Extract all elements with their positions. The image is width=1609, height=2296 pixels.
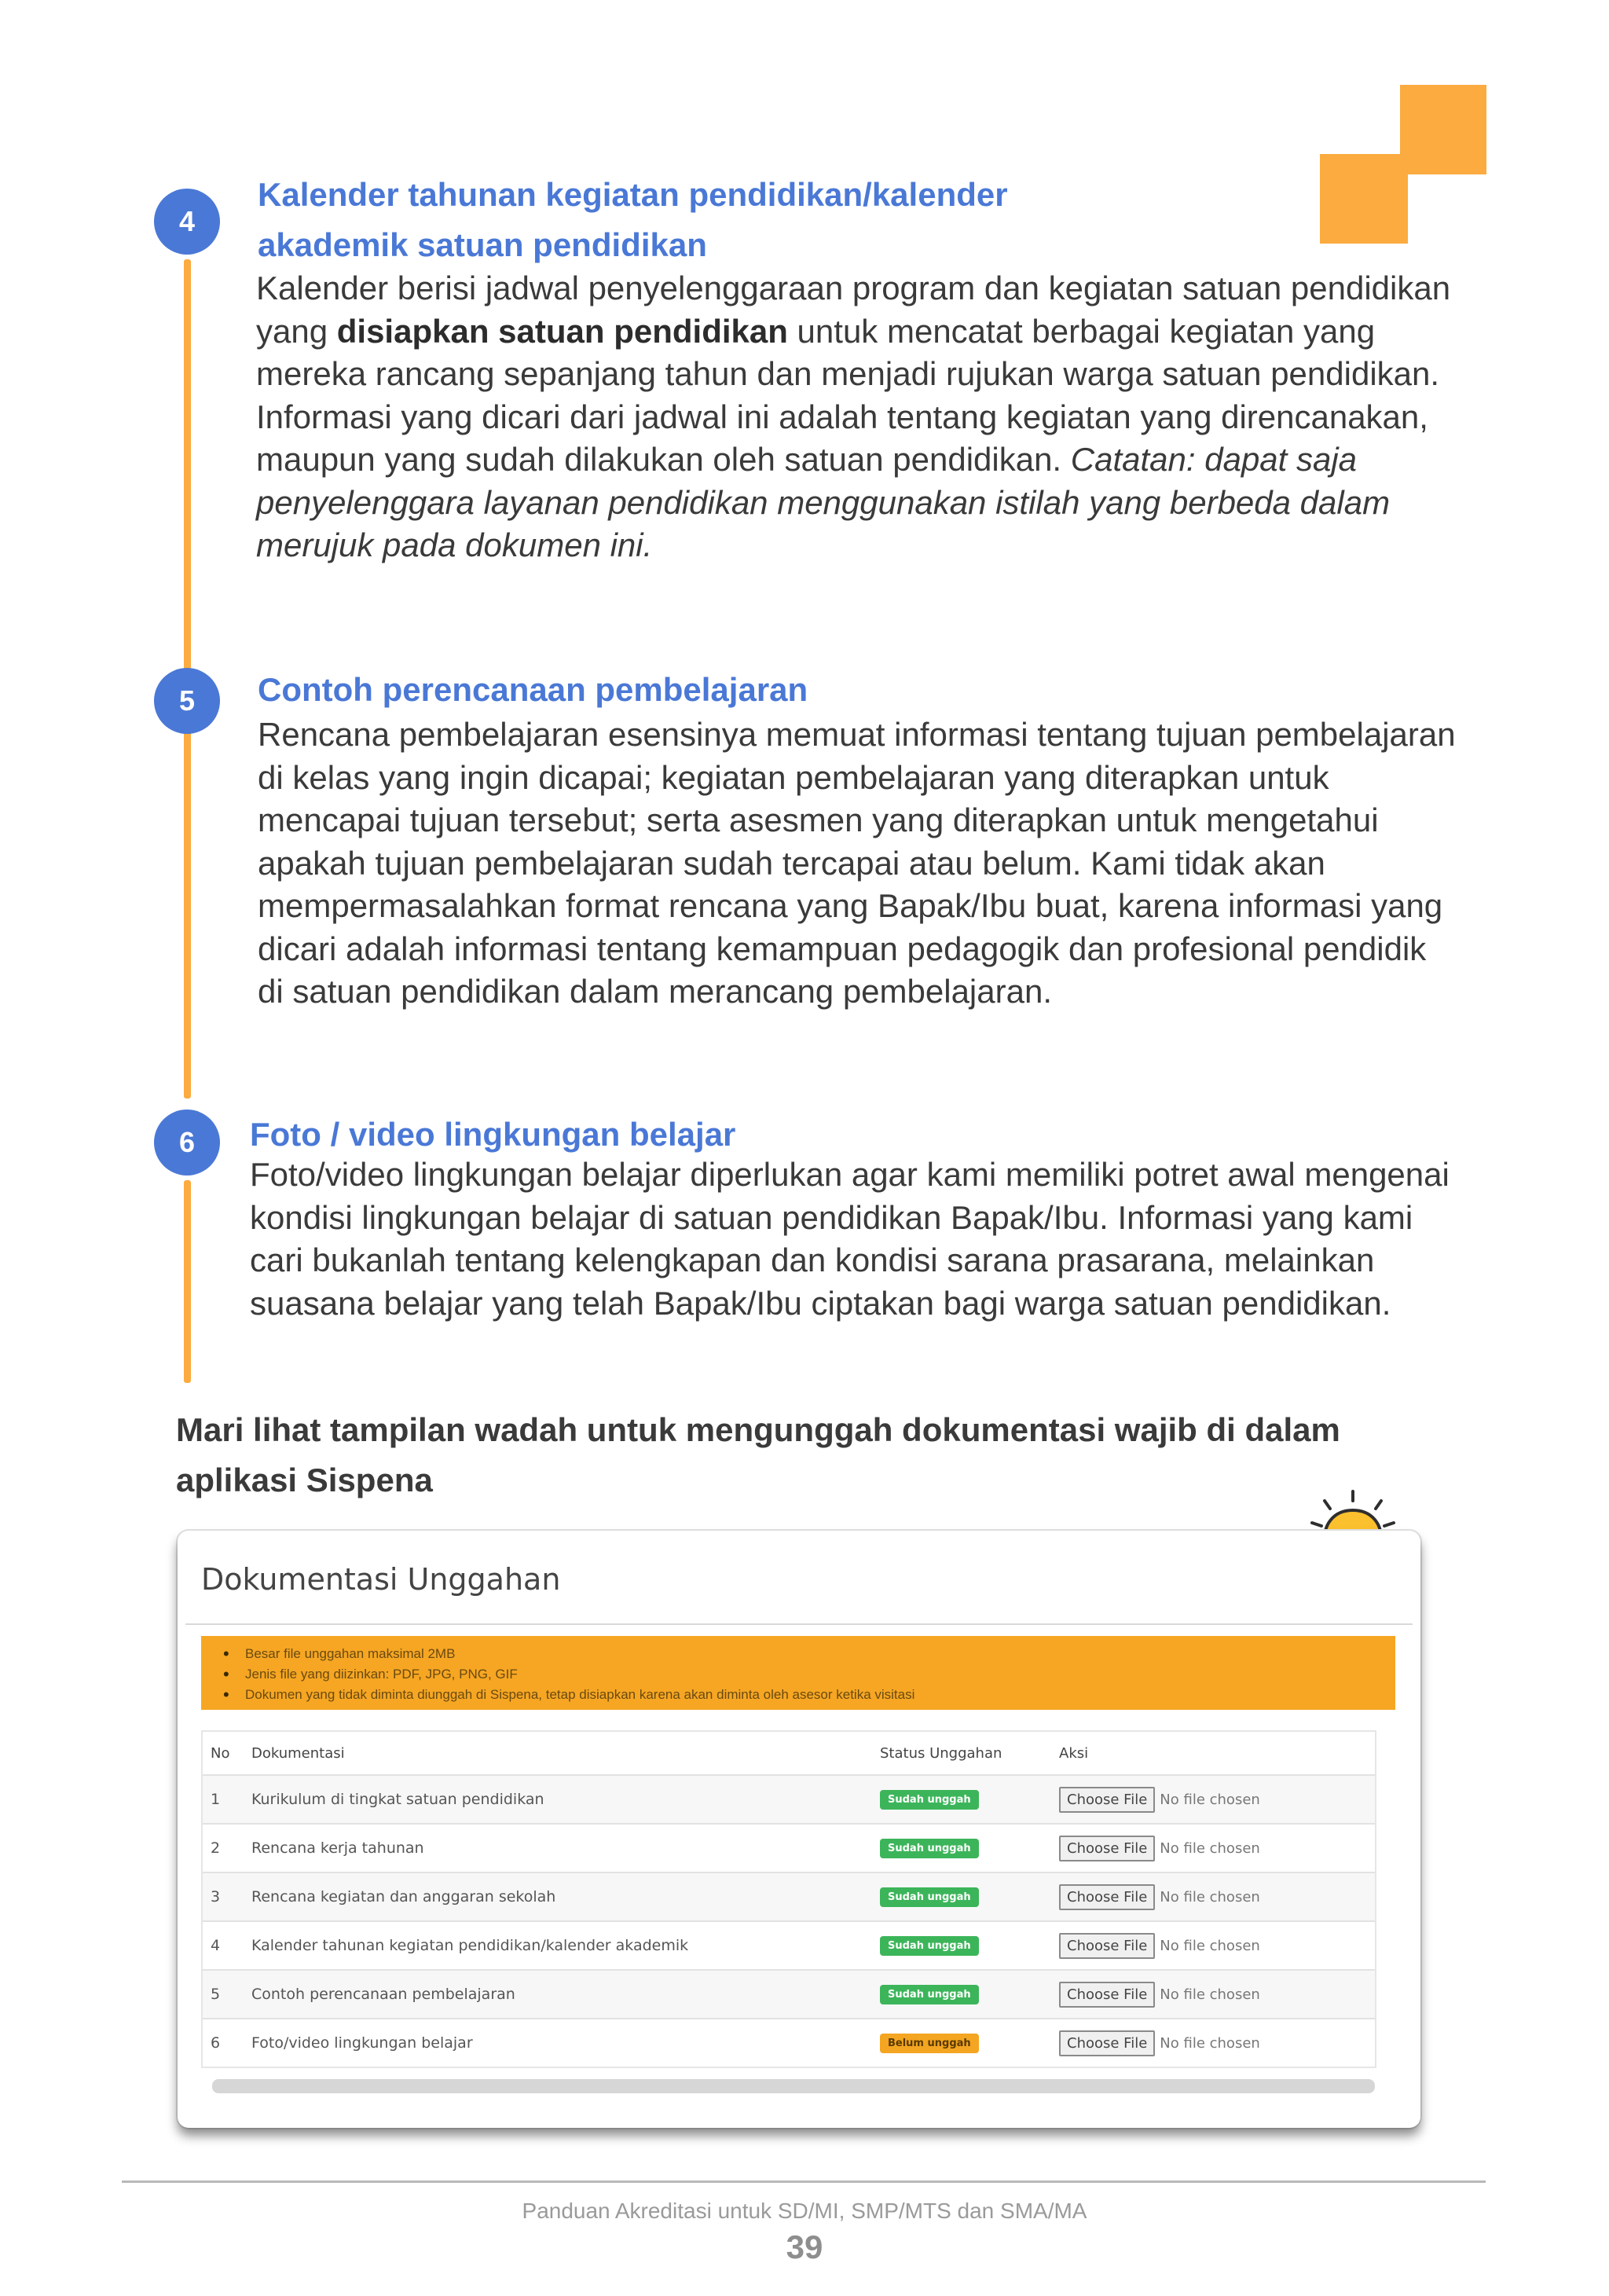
step-text-note: Catatan: dapat saja penyelenggara layanan pendidikan menggunakan istilah yang berbeda dalam merujuk pada dokumen ini. bbox=[256, 441, 1391, 563]
notice-item: • Dokumen yang tidak diminta diunggah di Sispena, tetap disiapkan karena akan diminta oleh asesor ketika visitasi bbox=[223, 1685, 1395, 1705]
upload-screenshot-panel bbox=[178, 1531, 1420, 2128]
decor-square-top bbox=[1400, 85, 1486, 174]
step-title-line-2: akademik satuan pendidikan bbox=[258, 226, 707, 263]
table-row bbox=[203, 1823, 1375, 1872]
step-timeline-line bbox=[184, 739, 191, 1098]
step-timeline-line bbox=[184, 1180, 191, 1383]
step-number-badge: 6 bbox=[154, 1109, 220, 1176]
step-text-bold: disiapkan satuan pendidikan bbox=[336, 312, 788, 350]
footer-title: Panduan Akreditasi untuk SD/MI, SMP/MTS dan SMA/MA bbox=[522, 2199, 1087, 2223]
step-number-badge: 5 bbox=[154, 668, 220, 734]
step-description: Rencana pembelajaran esensinya memuat informasi tentang tujuan pembelajaran di kelas yang ingin dicapai; kegiatan pembelajaran yang diterapkan untuk mencapai tujuan tersebut; serta asesmen yang diterapkan untuk mengetahui apakah tujuan pembelajaran sudah tercapai atau belum. Kami tidak akan mempermasalahkan format rencana yang Bapak/Ibu buat, karena informasi yang dicari adalah informasi tentang kemampuan pedagogik dan profesional pendidik di satuan pendidikan dalam merancang pembelajaran. bbox=[258, 716, 1456, 1010]
row-number: 6 bbox=[211, 2034, 221, 2052]
table-row bbox=[203, 1920, 1375, 1969]
table-row bbox=[203, 1774, 1375, 1823]
status-badge: Sudah unggah bbox=[880, 1985, 979, 2004]
choose-file-button[interactable]: Choose File bbox=[1059, 1836, 1155, 1861]
choose-file-button[interactable]: Choose File bbox=[1059, 1933, 1155, 1959]
page-number: 39 bbox=[786, 2228, 823, 2265]
choose-file-button[interactable]: Choose File bbox=[1059, 1787, 1155, 1813]
status-badge: Sudah unggah bbox=[880, 1839, 979, 1858]
row-document: Rencana kerja tahunan bbox=[251, 1839, 424, 1857]
row-number: 2 bbox=[211, 1839, 221, 1857]
notice-item: • Jenis file yang diizinkan: PDF, JPG, PNG, GIF bbox=[223, 1664, 1395, 1685]
header-no: No bbox=[211, 1744, 230, 1762]
step-5 bbox=[154, 665, 1458, 1105]
file-status-text: No file chosen bbox=[1160, 2034, 1260, 2052]
table-row bbox=[203, 2018, 1375, 2067]
footer-divider bbox=[122, 2180, 1486, 2183]
status-badge: Belum unggah bbox=[880, 2034, 979, 2053]
row-number: 5 bbox=[211, 1986, 221, 2003]
file-status-text: No file chosen bbox=[1160, 1839, 1260, 1857]
header-document: Dokumentasi bbox=[251, 1744, 345, 1762]
row-number: 1 bbox=[211, 1791, 221, 1808]
horizontal-scrollbar[interactable] bbox=[212, 2079, 1375, 2093]
row-number: 4 bbox=[211, 1937, 221, 1954]
status-badge: Sudah unggah bbox=[880, 1790, 979, 1810]
step-text-part-1: Kalender berisi jadwal penyelenggaraan program dan kegiatan satuan pendidikan yang bbox=[256, 270, 1451, 350]
file-status-text: No file chosen bbox=[1160, 1791, 1260, 1808]
step-description bbox=[256, 267, 1458, 567]
step-title: Foto / video lingkungan belajar bbox=[250, 1116, 736, 1153]
row-document: Kurikulum di tingkat satuan pendidikan bbox=[251, 1791, 544, 1808]
file-status-text: No file chosen bbox=[1160, 1986, 1260, 2003]
choose-file-button[interactable]: Choose File bbox=[1059, 2030, 1155, 2056]
status-badge: Sudah unggah bbox=[880, 1887, 979, 1907]
step-6 bbox=[154, 1106, 1458, 1389]
step-title: Contoh perencanaan pembelajaran bbox=[258, 671, 808, 708]
row-document: Foto/video lingkungan belajar bbox=[251, 2034, 473, 2052]
table-header bbox=[203, 1732, 1375, 1774]
step-title bbox=[258, 170, 1008, 270]
step-text-part-2: untuk mencatat berbagai kegiatan yang mereka rancang sepanjang tahun dan menjadi rujukan warga satuan pendidikan. Informasi yang dicari dari jadwal ini adalah tentang kegiatan yang direncanakan, maupun yang sudah dilakukan oleh satuan pendidikan. bbox=[256, 312, 1440, 478]
header-action: Aksi bbox=[1059, 1744, 1089, 1762]
row-document: Kalender tahunan kegiatan pendidikan/kalender akademik bbox=[251, 1937, 689, 1954]
row-document: Contoh perencanaan pembelajaran bbox=[251, 1986, 515, 2003]
row-document: Rencana kegiatan dan anggaran sekolah bbox=[251, 1888, 556, 1905]
upload-intro-heading: Mari lihat tampilan wadah untuk mengunggah dokumentasi wajib di dalam aplikasi Sispena bbox=[176, 1411, 1340, 1498]
status-badge: Sudah unggah bbox=[880, 1936, 979, 1956]
panel-divider bbox=[185, 1623, 1413, 1625]
table-row bbox=[203, 1872, 1375, 1920]
upload-table bbox=[201, 1730, 1376, 2068]
notice-item: • Besar file unggahan maksimal 2MB bbox=[223, 1644, 1395, 1664]
choose-file-button[interactable]: Choose File bbox=[1059, 1982, 1155, 2008]
row-number: 3 bbox=[211, 1888, 221, 1905]
step-title-line-1: Kalender tahunan kegiatan pendidikan/kalender bbox=[258, 176, 1008, 213]
step-4 bbox=[154, 176, 1458, 657]
header-status: Status Unggahan bbox=[880, 1744, 1002, 1762]
step-number-badge: 4 bbox=[154, 189, 220, 255]
panel-title: Dokumentasi Unggahan bbox=[201, 1562, 561, 1597]
table-row bbox=[203, 1969, 1375, 2018]
file-status-text: No file chosen bbox=[1160, 1888, 1260, 1905]
step-description: Foto/video lingkungan belajar diperlukan agar kami memiliki potret awal mengenai kondisi lingkungan belajar di satuan pendidikan Bapak/Ibu. Informasi yang kami cari bukanlah tentang kelengkapan dan kondisi sarana prasarana, melainkan suasana belajar yang telah Bapak/Ibu ciptakan bagi warga satuan pendidikan. bbox=[250, 1156, 1450, 1322]
choose-file-button[interactable]: Choose File bbox=[1059, 1884, 1155, 1910]
file-status-text: No file chosen bbox=[1160, 1937, 1260, 1954]
upload-notice-box bbox=[201, 1636, 1395, 1710]
